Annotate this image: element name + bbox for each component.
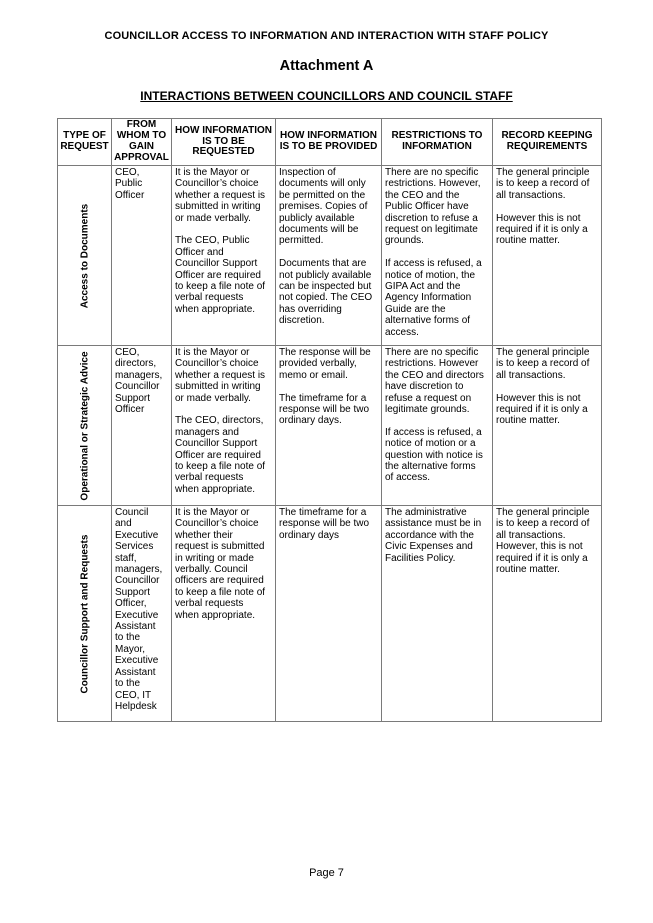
header-type-of-request: TYPE OF REQUEST xyxy=(58,119,112,166)
interactions-table xyxy=(57,118,602,722)
records-cell: The general principle is to keep a record of all transactions. However this is not required if it is only a routine matter. xyxy=(493,346,602,506)
type-cell xyxy=(58,506,112,722)
approval-cell: CEO, Public Officer xyxy=(112,166,172,346)
row-type-label: Access to Documents xyxy=(78,203,90,308)
restrictions-cell: There are no specific restrictions. However, the CEO and the Public Officer have discretion to refuse a request on legitimate grounds. If access is refused, a notice of motion, the GIPA Act and the Agency Information Guide are the alternative forms of access. xyxy=(382,166,493,346)
table-row xyxy=(58,506,602,722)
table-row xyxy=(58,166,602,346)
restrictions-cell: The administrative assistance must be in accordance with the Civic Expenses and Facilities Policy. xyxy=(382,506,493,722)
header-how-provided: HOW INFORMATION IS TO BE PROVIDED xyxy=(276,119,382,166)
records-cell: The general principle is to keep a record of all transactions. However, this is not required if it is only a routine matter. xyxy=(493,506,602,722)
table-subtitle: INTERACTIONS BETWEEN COUNCILLORS AND COUNCIL STAFF xyxy=(140,89,513,103)
header-from-whom: FROM WHOM TO GAIN APPROVAL xyxy=(112,119,172,166)
provided-cell: The timeframe for a response will be two ordinary days xyxy=(276,506,382,722)
approval-cell: CEO, directors, managers, Councillor Support Officer xyxy=(112,346,172,506)
table-header-row xyxy=(58,119,602,166)
records-cell: The general principle is to keep a record of all transactions. However this is not required if it is only a routine matter. xyxy=(493,166,602,346)
page-number: Page 7 xyxy=(309,867,344,879)
attachment-title: Attachment A xyxy=(279,58,374,74)
document-header: COUNCILLOR ACCESS TO INFORMATION AND INTERACTION WITH STAFF POLICY xyxy=(104,30,549,42)
requested-cell: It is the Mayor or Councillor’s choice whether a request is submitted in writing or made verbally. The CEO, directors, managers and Councillor Support Officer are required to keep a file note of verbal requests when appropriate. xyxy=(172,346,276,506)
row-type-label: Operational or Strategic Advice xyxy=(78,350,90,501)
requested-cell: It is the Mayor or Councillor’s choice whether their request is submitted in writing or made verbally. Council officers are required to keep a file note of verbal requests when appropriate. xyxy=(172,506,276,722)
restrictions-cell: There are no specific restrictions. However the CEO and directors have discretion to refuse a request on legitimate grounds. If access is refused, a notice of motion or a question with notice is the alternative forms of access. xyxy=(382,346,493,506)
table-row xyxy=(58,346,602,506)
approval-cell: Council and Executive Services staff, managers, Councillor Support Officer, Executive Assistant to the Mayor, Executive Assistant to the CEO, IT Helpdesk xyxy=(112,506,172,722)
type-cell xyxy=(58,166,112,346)
provided-cell: The response will be provided verbally, memo or email. The timeframe for a response will be two ordinary days. xyxy=(276,346,382,506)
header-how-requested: HOW INFORMATION IS TO BE REQUESTED xyxy=(172,119,276,166)
row-type-label: Councillor Support and Requests xyxy=(78,534,90,693)
header-record-keeping: RECORD KEEPING REQUIREMENTS xyxy=(493,119,602,166)
type-cell xyxy=(58,346,112,506)
header-restrictions: RESTRICTIONS TO INFORMATION xyxy=(382,119,493,166)
provided-cell: Inspection of documents will only be permitted on the premises. Copies of publicly available documents will be permitted. Documents that are not publicly available can be inspected but not copied. The CEO has overriding discretion. xyxy=(276,166,382,346)
requested-cell: It is the Mayor or Councillor’s choice whether a request is submitted in writing or made verbally. The CEO, Public Officer and Councillor Support Officer are required to keep a file note of verbal requests when appropriate. xyxy=(172,166,276,346)
